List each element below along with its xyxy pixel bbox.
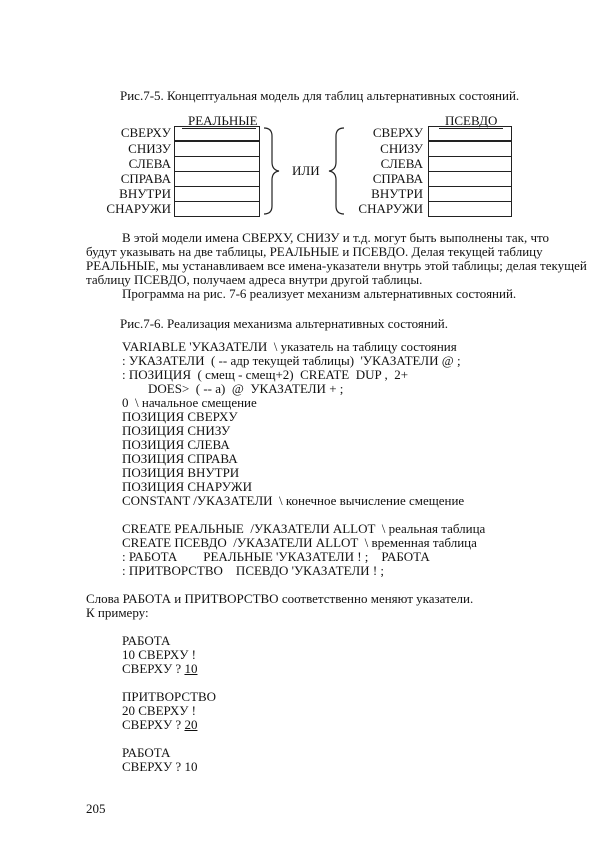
example-line: РАБОТА — [122, 745, 171, 760]
example-line — [122, 662, 197, 676]
code-line: ПОЗИЦИЯ СЛЕВА — [122, 437, 230, 452]
page-number: 205 — [86, 801, 106, 816]
paragraph-line: Программа на рис. 7-6 реализует механизм альтернативных состояний. — [122, 286, 517, 301]
code-line: ПОЗИЦИЯ СНИЗУ — [122, 423, 231, 438]
left-row-label: СВЕРХУ — [120, 125, 171, 140]
right-row-label: СЛЕВА — [380, 156, 423, 171]
code-line: : ПОЗИЦИЯ ( смещ - смещ+2) CREATE DUP , 2+ — [122, 367, 409, 382]
code-line: : ПРИТВОРСТВО ПСЕВДО 'УКАЗАТЕЛИ ! ; — [122, 563, 385, 578]
summary-line: К примеру: — [86, 605, 149, 620]
left-row-label: СНИЗУ — [128, 141, 171, 156]
paragraph-line: будут указывать на две таблицы, РЕАЛЬНЫЕ и ПСЕВДО. Делая текущей таблицу — [86, 244, 543, 259]
example-line — [122, 718, 197, 732]
right-row-label: ВНУТРИ — [371, 186, 423, 201]
figure-caption-7-5: Рис.7-5. Концептуальная модель для таблиц альтернативных состояний. — [120, 88, 520, 103]
summary-line: Слова РАБОТА и ПРИТВОРСТВО соответственно меняют указатели. — [86, 591, 474, 606]
right-brace — [264, 128, 279, 214]
example-line: СВЕРХУ ? 10 — [122, 759, 198, 774]
left-table-title: РЕАЛЬНЫЕ — [188, 113, 258, 128]
code-line: ПОЗИЦИЯ СПРАВА — [122, 451, 238, 466]
left-brace — [329, 128, 344, 214]
right-cell — [428, 186, 512, 202]
left-row-label: СПРАВА — [120, 171, 171, 186]
code-line: CREATE ПСЕВДО /УКАЗАТЕЛИ ALLOT \ временная таблица — [122, 535, 477, 550]
example-line: ПРИТВОРСТВО — [122, 689, 217, 704]
alt-states-diagram — [0, 0, 600, 230]
code-line: ПОЗИЦИЯ СВЕРХУ — [122, 409, 238, 424]
example-output: 10 — [184, 661, 198, 676]
or-label: ИЛИ — [292, 163, 320, 178]
left-row-label: СНАРУЖИ — [106, 201, 171, 216]
right-cell — [428, 201, 512, 217]
paragraph-line: В этой модели имена СВЕРХУ, СНИЗУ и т.д. могут быть выполнены так, что — [122, 230, 549, 245]
code-line: 0 \ начальное смещение — [122, 395, 257, 410]
example-line: 10 СВЕРХУ ! — [122, 647, 197, 662]
paragraph-line: таблицу ПСЕВДО, получаем адреса внутри другой таблицы. — [86, 272, 423, 287]
example-line: РАБОТА — [122, 633, 171, 648]
code-line: VARIABLE 'УКАЗАТЕЛИ \ указатель на таблицу состояния — [122, 339, 457, 354]
right-cell — [428, 171, 512, 187]
code-line: DOES> ( -- a) @ УКАЗАТЕЛИ + ; — [122, 381, 344, 396]
code-line: CREATE РЕАЛЬНЫЕ /УКАЗАТЕЛИ ALLOT \ реальная таблица — [122, 521, 486, 536]
right-table-title: ПСЕВДО — [445, 113, 498, 128]
figure-caption-7-6: Рис.7-6. Реализация механизма альтернативных состояний. — [120, 316, 448, 331]
example-input: СВЕРХУ ? — [122, 717, 185, 732]
right-cell — [428, 156, 512, 172]
right-row-label: СНАРУЖИ — [358, 201, 423, 216]
right-row-label: СВЕРХУ — [372, 125, 423, 140]
example-line: 20 СВЕРХУ ! — [122, 703, 197, 718]
left-row-label: ВНУТРИ — [119, 186, 171, 201]
example-output: 20 — [184, 717, 198, 732]
right-cell — [428, 141, 512, 157]
code-line: : РАБОТА РЕАЛЬНЫЕ 'УКАЗАТЕЛИ ! ; РАБОТА — [122, 549, 430, 564]
code-line: CONSTANT /УКАЗАТЕЛИ \ конечное вычисление смещение — [122, 493, 465, 508]
left-row-label: СЛЕВА — [128, 156, 171, 171]
paragraph-line: РЕАЛЬНЫЕ, мы устанавливаем все имена-указатели внутрь этой таблицы; делая текущей — [86, 258, 587, 273]
right-row-label: СНИЗУ — [380, 141, 423, 156]
code-line: ПОЗИЦИЯ СНАРУЖИ — [122, 479, 252, 494]
right-row-label: СПРАВА — [372, 171, 423, 186]
right-cell — [428, 126, 512, 141]
code-line: : УКАЗАТЕЛИ ( -- адр текущей таблицы) 'УКАЗАТЕЛИ @ ; — [122, 353, 461, 368]
example-input: СВЕРХУ ? — [122, 661, 185, 676]
code-line: ПОЗИЦИЯ ВНУТРИ — [122, 465, 240, 480]
